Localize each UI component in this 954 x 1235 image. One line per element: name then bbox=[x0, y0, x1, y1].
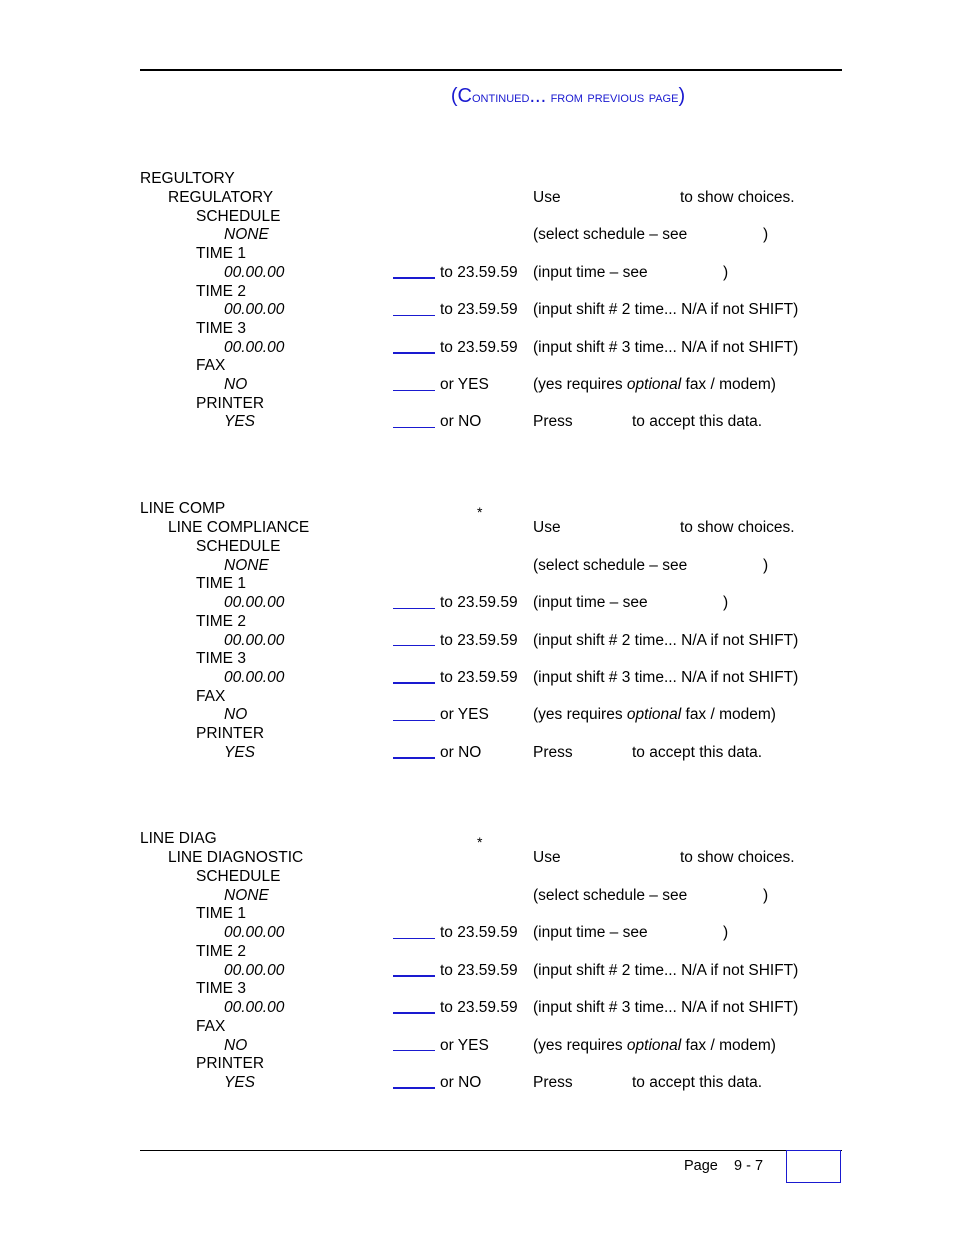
time1-label: TIME 1 bbox=[196, 575, 246, 592]
schedule-value: NONE bbox=[224, 557, 269, 574]
time2-value: 00.00.00 bbox=[224, 962, 285, 979]
schedule-value: NONE bbox=[224, 226, 269, 243]
time1-value: 00.00.00 bbox=[224, 924, 285, 941]
desc-fax-post: fax / modem) bbox=[681, 376, 776, 393]
time3-label: TIME 3 bbox=[196, 980, 246, 997]
time1-blank[interactable] bbox=[393, 938, 435, 939]
time2-range: to 23.59.59 bbox=[440, 632, 518, 649]
desc-fax-optional: optional bbox=[626, 376, 682, 393]
time2-range: to 23.59.59 bbox=[440, 962, 518, 979]
desc-press: Press bbox=[533, 413, 573, 430]
desc-fax-post: fax / modem) bbox=[681, 706, 776, 723]
printer-label: PRINTER bbox=[196, 395, 265, 412]
time1-range: to 23.59.59 bbox=[440, 594, 518, 611]
schedule-label: SCHEDULE bbox=[196, 538, 281, 555]
desc-use: Use bbox=[533, 189, 561, 206]
desc-shift3: (input shift # 3 time... N/A if not SHIFT) bbox=[533, 339, 799, 356]
time1-blank[interactable] bbox=[393, 608, 435, 609]
schedule-label: SCHEDULE bbox=[196, 208, 281, 225]
time3-value: 00.00.00 bbox=[224, 669, 285, 686]
asterisk-marker: * bbox=[477, 504, 483, 520]
fax-value: NO bbox=[224, 706, 248, 723]
time3-label: TIME 3 bbox=[196, 320, 246, 337]
time3-blank[interactable] bbox=[393, 1012, 435, 1014]
desc-use: Use bbox=[533, 849, 561, 866]
time1-label: TIME 1 bbox=[196, 245, 246, 262]
desc-fax bbox=[533, 376, 776, 394]
desc-shift3: (input shift # 3 time... N/A if not SHIFT) bbox=[533, 999, 799, 1016]
printer-label: PRINTER bbox=[196, 725, 265, 742]
printer-or-no: or NO bbox=[440, 744, 482, 761]
header-paren-close: ) bbox=[678, 85, 686, 107]
fax-blank[interactable] bbox=[393, 390, 435, 391]
desc-shift2: (input shift # 2 time... N/A if not SHIFT) bbox=[533, 632, 799, 649]
desc-shift3: (input shift # 3 time... N/A if not SHIFT) bbox=[533, 669, 799, 686]
desc-fax-pre: (yes requires bbox=[533, 706, 627, 723]
time2-label: TIME 2 bbox=[196, 613, 246, 630]
printer-blank[interactable] bbox=[393, 757, 435, 759]
time3-blank[interactable] bbox=[393, 352, 435, 354]
time2-blank[interactable] bbox=[393, 975, 435, 977]
fax-label: FAX bbox=[196, 357, 226, 374]
desc-select-schedule: (select schedule – see bbox=[533, 887, 688, 904]
time2-range: to 23.59.59 bbox=[440, 301, 518, 318]
printer-or-no: or NO bbox=[440, 1074, 482, 1091]
desc-show-choices: to show choices. bbox=[680, 519, 795, 536]
time3-value: 00.00.00 bbox=[224, 999, 285, 1016]
desc-fax bbox=[533, 706, 776, 724]
printer-value: YES bbox=[224, 413, 256, 430]
time1-value: 00.00.00 bbox=[224, 594, 285, 611]
printer-blank[interactable] bbox=[393, 1087, 435, 1089]
header-dots: ... bbox=[529, 85, 547, 107]
desc-close-paren: ) bbox=[763, 887, 769, 904]
fax-blank[interactable] bbox=[393, 1050, 435, 1051]
fax-blank[interactable] bbox=[393, 720, 435, 721]
header-paren-open: ( bbox=[450, 85, 458, 107]
time3-label: TIME 3 bbox=[196, 650, 246, 667]
desc-accept: to accept this data. bbox=[632, 413, 763, 430]
desc-show-choices: to show choices. bbox=[680, 849, 795, 866]
time2-blank[interactable] bbox=[393, 645, 435, 646]
time2-value: 00.00.00 bbox=[224, 301, 285, 318]
time2-label: TIME 2 bbox=[196, 943, 246, 960]
fax-value: NO bbox=[224, 376, 248, 393]
desc-accept: to accept this data. bbox=[632, 744, 763, 761]
fax-or-yes: or YES bbox=[440, 706, 489, 723]
time3-range: to 23.59.59 bbox=[440, 339, 518, 356]
desc-fax-pre: (yes requires bbox=[533, 376, 627, 393]
time2-label: TIME 2 bbox=[196, 283, 246, 300]
desc-close-paren: ) bbox=[763, 226, 769, 243]
header-word: ontinued bbox=[472, 89, 530, 106]
submenu-label: LINE COMPLIANCE bbox=[168, 519, 310, 536]
desc-shift2: (input shift # 2 time... N/A if not SHIFT) bbox=[533, 301, 799, 318]
schedule-value: NONE bbox=[224, 887, 269, 904]
desc-fax-post: fax / modem) bbox=[681, 1037, 776, 1054]
fax-label: FAX bbox=[196, 688, 226, 705]
page-footer bbox=[684, 1157, 763, 1175]
header-cap: C bbox=[457, 85, 472, 107]
desc-close-paren: ) bbox=[723, 924, 729, 941]
asterisk-marker: * bbox=[477, 834, 483, 850]
time1-blank[interactable] bbox=[393, 277, 435, 279]
submenu-label: LINE DIAGNOSTIC bbox=[168, 849, 304, 866]
printer-value: YES bbox=[224, 1074, 256, 1091]
desc-use: Use bbox=[533, 519, 561, 536]
desc-input-time: (input time – see bbox=[533, 594, 648, 611]
desc-fax bbox=[533, 1037, 776, 1055]
fax-label: FAX bbox=[196, 1018, 226, 1035]
desc-close-paren: ) bbox=[723, 264, 729, 281]
printer-or-no: or NO bbox=[440, 413, 482, 430]
menu-label: REGULTORY bbox=[140, 170, 235, 187]
desc-show-choices: to show choices. bbox=[680, 189, 795, 206]
desc-fax-optional: optional bbox=[626, 1037, 682, 1054]
desc-close-paren: ) bbox=[763, 557, 769, 574]
menu-label: LINE DIAG bbox=[140, 830, 217, 847]
time3-value: 00.00.00 bbox=[224, 339, 285, 356]
desc-fax-optional: optional bbox=[626, 706, 682, 723]
time3-blank[interactable] bbox=[393, 682, 435, 684]
menu-label: LINE COMP bbox=[140, 500, 226, 517]
desc-press: Press bbox=[533, 1074, 573, 1091]
page-number: 9 - 7 bbox=[734, 1158, 764, 1174]
time2-blank[interactable] bbox=[393, 315, 435, 316]
desc-input-time: (input time – see bbox=[533, 264, 648, 281]
time1-range: to 23.59.59 bbox=[440, 924, 518, 941]
desc-select-schedule: (select schedule – see bbox=[533, 226, 688, 243]
fax-value: NO bbox=[224, 1037, 248, 1054]
fax-or-yes: or YES bbox=[440, 1037, 489, 1054]
printer-value: YES bbox=[224, 744, 256, 761]
footer-rule bbox=[140, 1150, 842, 1151]
desc-shift2: (input shift # 2 time... N/A if not SHIFT) bbox=[533, 962, 799, 979]
desc-close-paren: ) bbox=[723, 594, 729, 611]
continued-header bbox=[0, 84, 954, 110]
time1-label: TIME 1 bbox=[196, 905, 246, 922]
page-label: Page bbox=[684, 1158, 718, 1174]
top-rule bbox=[140, 69, 842, 71]
time1-range: to 23.59.59 bbox=[440, 264, 518, 281]
printer-label: PRINTER bbox=[196, 1055, 265, 1072]
time2-value: 00.00.00 bbox=[224, 632, 285, 649]
printer-blank[interactable] bbox=[393, 427, 435, 428]
schedule-label: SCHEDULE bbox=[196, 868, 281, 885]
time1-value: 00.00.00 bbox=[224, 264, 285, 281]
footer-tab-box bbox=[786, 1150, 841, 1183]
desc-fax-pre: (yes requires bbox=[533, 1037, 627, 1054]
header-rest: from previous page bbox=[546, 89, 679, 106]
desc-select-schedule: (select schedule – see bbox=[533, 557, 688, 574]
time3-range: to 23.59.59 bbox=[440, 669, 518, 686]
time3-range: to 23.59.59 bbox=[440, 999, 518, 1016]
desc-accept: to accept this data. bbox=[632, 1074, 763, 1091]
fax-or-yes: or YES bbox=[440, 376, 489, 393]
desc-input-time: (input time – see bbox=[533, 924, 648, 941]
submenu-label: REGULATORY bbox=[168, 189, 274, 206]
desc-press: Press bbox=[533, 744, 573, 761]
